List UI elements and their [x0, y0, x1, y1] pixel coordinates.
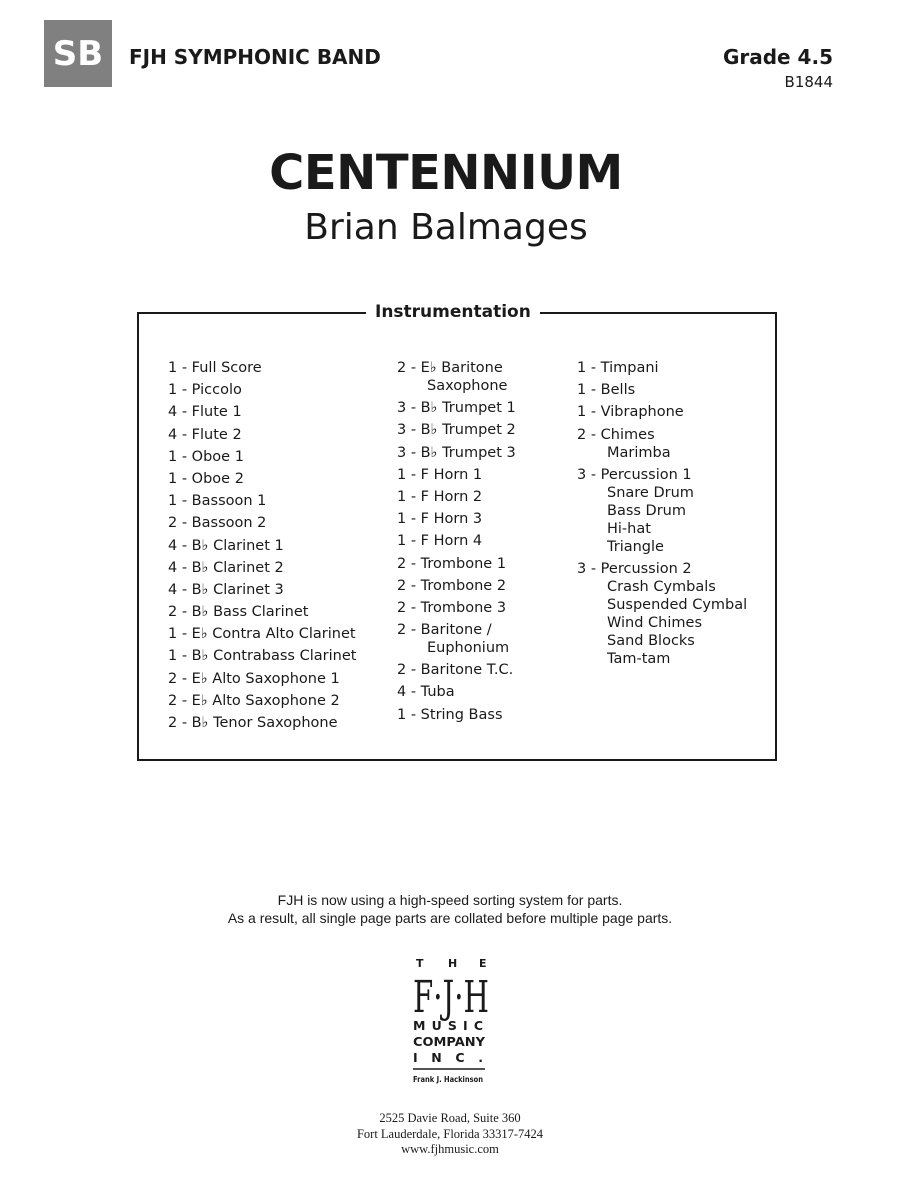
instrument-entry [397, 532, 516, 550]
instrument-line: 1 - Full Score [168, 360, 262, 376]
instrument-subline: Tam-tam [607, 650, 671, 667]
instrument-entry [168, 603, 356, 621]
address-street: 2525 Davie Road, Suite 360 [379, 1111, 521, 1125]
instrument-line: 4 - Flute 2 [168, 426, 242, 443]
instrument-entry [397, 466, 516, 484]
instrument-entry [577, 560, 747, 668]
instrumentation-column-2 [397, 359, 516, 728]
publisher-address [0, 1111, 900, 1158]
instrument-line: 2 - Baritone / [397, 622, 492, 639]
instrument-entry [168, 581, 356, 599]
svg-text:COMPANY: COMPANY [413, 1034, 486, 1049]
instrument-entry [397, 577, 516, 595]
instrument-line: 4 - B♭ Clarinet 3 [168, 581, 284, 598]
instrument-line: 1 - String Bass [397, 706, 503, 723]
instrument-entry [397, 621, 516, 657]
instrument-line: 3 - Percussion 1 [577, 466, 692, 483]
instrument-subline: Hi-hat [607, 520, 651, 537]
notice-line-2: As a result, all single page parts are collated before multiple page parts. [227, 910, 673, 926]
svg-text:H: H [448, 957, 458, 970]
instrument-line: 3 - Percussion 2 [577, 560, 692, 577]
instrument-line: 1 - Oboe 1 [168, 448, 244, 465]
instrument-entry [577, 466, 747, 556]
instrument-entry [397, 488, 516, 506]
svg-text:MUSIC: MUSIC [413, 1018, 483, 1033]
instrumentation-column-1 [168, 359, 356, 736]
instrument-line: 3 - B♭ Trumpet 1 [397, 400, 516, 417]
instrument-entry [397, 706, 516, 724]
instrument-line: 4 - B♭ Clarinet 2 [168, 559, 284, 576]
instrument-entry [168, 559, 356, 577]
instrument-line: 3 - B♭ Trumpet 3 [397, 444, 516, 461]
instrument-subline: Wind Chimes [607, 614, 702, 631]
instrument-entry [397, 661, 516, 679]
instrument-line: 4 - Tuba [397, 684, 455, 701]
instrument-line: 2 - E♭ Alto Saxophone 2 [168, 692, 340, 709]
instrument-line: 2 - B♭ Tenor Saxophone [168, 715, 338, 731]
instrument-entry [168, 470, 356, 488]
instrument-line: 1 - B♭ Contrabass Clarinet [168, 648, 357, 665]
instrument-line: 2 - E♭ Baritone [397, 360, 503, 376]
instrument-entry [168, 448, 356, 466]
instrument-line: 2 - B♭ Bass Clarinet [168, 604, 309, 621]
instrument-entry [168, 537, 356, 555]
instrument-line: 4 - Flute 1 [168, 404, 242, 421]
svg-text:F·J·H: F·J·H [413, 972, 489, 1023]
instrument-entry [168, 625, 356, 643]
instrument-line: 2 - E♭ Alto Saxophone 1 [168, 670, 340, 687]
instrument-line: 1 - Vibraphone [577, 404, 684, 421]
grade-label: Grade 4.5 [722, 45, 833, 69]
instrument-line: 2 - Trombone 2 [397, 577, 507, 594]
instrument-entry [168, 403, 356, 421]
instrument-line: 2 - Trombone 3 [397, 599, 507, 616]
sorting-notice [0, 891, 900, 927]
instrument-line: 4 - B♭ Clarinet 1 [168, 537, 284, 554]
piece-title: CENTENNIUM [269, 145, 623, 201]
instrument-entry [397, 444, 516, 462]
instrument-entry [168, 714, 356, 732]
instrument-entry [168, 492, 356, 510]
fjh-logo [413, 956, 489, 1092]
instrument-entry [577, 359, 747, 377]
instrument-line: 2 - Chimes [577, 426, 655, 443]
instrument-subline: Sand Blocks [607, 632, 695, 649]
instrument-subline: Saxophone [427, 378, 508, 394]
instrument-line: 1 - Bassoon 1 [168, 493, 267, 510]
instrument-entry [577, 403, 747, 421]
instrumentation-heading: Instrumentation [366, 302, 540, 322]
instrument-entry [168, 381, 356, 399]
instrumentation-column-3 [577, 359, 747, 672]
svg-text:E: E [479, 957, 487, 970]
svg-text:Frank J. Hackinson: Frank J. Hackinson [413, 1075, 483, 1084]
instrument-line: 1 - Bells [577, 382, 636, 399]
catalog-number: B1844 [784, 73, 833, 91]
instrument-entry [168, 426, 356, 444]
instrument-entry [168, 359, 356, 377]
instrument-entry [168, 514, 356, 532]
instrument-entry [397, 599, 516, 617]
instrument-entry [577, 426, 747, 462]
fjh-logo-graphic [413, 956, 489, 1092]
instrument-line: 1 - E♭ Contra Alto Clarinet [168, 626, 356, 643]
instrument-line: 1 - Timpani [577, 360, 659, 376]
instrument-entry [397, 683, 516, 701]
instrument-entry [168, 670, 356, 688]
address-city: Fort Lauderdale, Florida 33317-7424 [356, 1126, 544, 1141]
composer-name: Brian Balmages [304, 207, 588, 248]
instrument-subline: Marimba [607, 444, 671, 461]
instrument-subline: Crash Cymbals [607, 578, 716, 595]
series-name: FJH SYMPHONIC BAND [129, 45, 381, 69]
instrument-subline: Triangle [607, 538, 664, 555]
instrument-entry [397, 510, 516, 528]
instrument-line: 2 - Baritone T.C. [397, 662, 514, 679]
instrument-entry [168, 692, 356, 710]
address-website: www.fjhmusic.com [401, 1142, 499, 1156]
instrument-line: 3 - B♭ Trumpet 2 [397, 422, 516, 439]
instrument-line: 1 - F Horn 1 [397, 466, 483, 483]
instrument-line: 1 - Piccolo [168, 382, 242, 399]
svg-text:T: T [416, 957, 424, 970]
notice-line-1: FJH is now using a high-speed sorting system for parts. [277, 892, 623, 908]
instrument-line: 2 - Trombone 1 [397, 555, 507, 572]
instrument-entry [397, 555, 516, 573]
instrument-entry [397, 399, 516, 417]
instrument-line: 1 - F Horn 4 [397, 533, 483, 550]
svg-text:INC.: INC. [413, 1050, 483, 1065]
instrument-subline: Suspended Cymbal [607, 596, 748, 613]
series-badge: SB [44, 20, 112, 87]
instrument-line: 1 - Oboe 2 [168, 470, 244, 487]
instrument-line: 1 - F Horn 3 [397, 511, 483, 528]
instrument-line: 1 - F Horn 2 [397, 488, 483, 505]
instrument-entry [168, 647, 356, 665]
instrument-entry [397, 421, 516, 439]
instrument-line: 2 - Bassoon 2 [168, 515, 267, 532]
instrument-subline: Euphonium [427, 640, 510, 657]
instrument-subline: Snare Drum [607, 484, 694, 501]
instrument-subline: Bass Drum [607, 502, 686, 519]
instrument-entry [577, 381, 747, 399]
instrument-entry [397, 359, 516, 395]
